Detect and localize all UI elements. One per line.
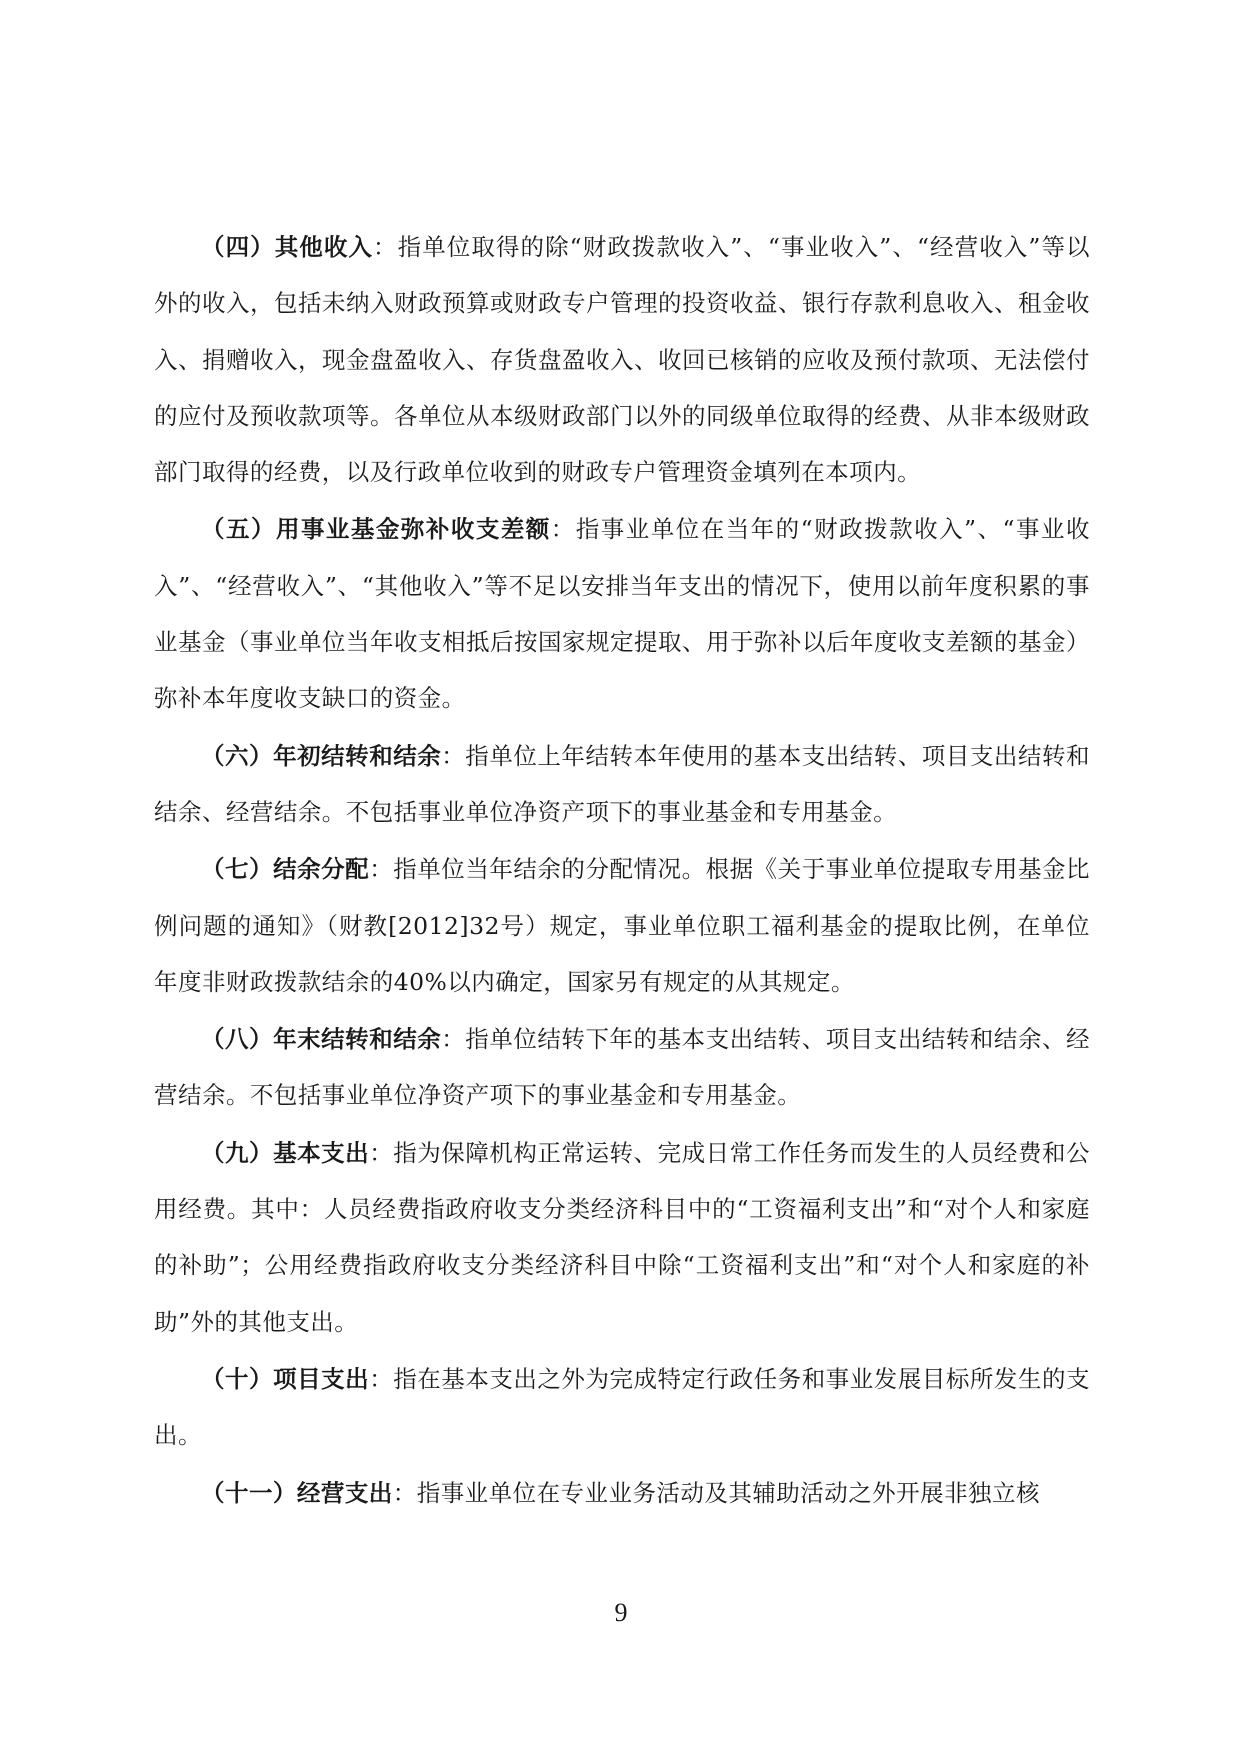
term-closing-balance: （八）年末结转和结余: [201, 1025, 442, 1054]
term-opening-balance: （六）年初结转和结余: [201, 741, 442, 770]
paragraph-fund-offset: [154, 501, 1090, 726]
definition-closing-balance: ：指单位结转下年的基本支出结转、项目支出结转和结余、经营结余。不包括事业单位净资产项下的事业基金和专用基金。: [154, 1025, 1090, 1110]
definition-opening-balance: ：指单位上年结转本年使用的基本支出结转、项目支出结转和结余、经营结余。不包括事业单位净资产项下的事业基金和专用基金。: [154, 741, 1090, 826]
paragraph-basic-expenditure: [154, 1125, 1090, 1350]
paragraph-project-expenditure: [154, 1351, 1090, 1464]
page-number: 9: [614, 1598, 628, 1627]
term-other-income: （四）其他收入: [201, 233, 374, 261]
definition-operating-expenditure: ：指事业单位在专业业务活动及其辅助活动之外开展非独立核: [392, 1478, 1040, 1507]
definition-basic-expenditure: ：指为保障机构正常运转、完成日常工作任务而发生的人员经费和公用经费。其中：人员经费指政府收支分类经济科目中的“工资福利支出”和“对个人和家庭的补助”；公用经费指政府收支分类经济科目中除“工资福利支出”和“对个人和家庭的补助”外的其他支出。: [154, 1138, 1090, 1336]
definition-other-income: ：指单位取得的除“财政拨款收入”、“事业收入”、“经营收入”等以外的收入，包括未纳入财政预算或财政专户管理的投资收益、银行存款利息收入、租金收入、捐赠收入，现金盘盈收入、存货盘盈收入、收回已核销的应收及预付款项、无法偿付的应付及预收款项等。各单位从本级财政部门以外的同级单位取得的经费、从非本级财政部门取得的经费，以及行政单位收到的财政专户管理资金填列在本项内。: [154, 233, 1090, 487]
paragraph-other-income: [154, 219, 1090, 500]
document-body: [154, 219, 1090, 1522]
paragraph-operating-expenditure: [154, 1465, 1090, 1521]
term-fund-offset: （五）用事业基金弥补收支差额: [201, 515, 551, 544]
definition-fund-offset: ：指事业单位在当年的“财政拨款收入”、“事业收入”、“经营收入”、“其他收入”等不足以安排当年支出的情况下，使用以前年度积累的事业基金（事业单位当年收支相抵后按国家规定提取、用于弥补以后年度收支差额的基金）弥补本年度收支缺口的资金。: [154, 515, 1090, 713]
paragraph-opening-balance: [154, 728, 1090, 841]
term-surplus-distribution: （七）结余分配: [201, 855, 370, 884]
definition-project-expenditure: ：指在基本支出之外为完成特定行政任务和事业发展目标所发生的支出。: [154, 1364, 1090, 1450]
paragraph-surplus-distribution: [154, 841, 1090, 1010]
paragraph-closing-balance: [154, 1011, 1090, 1124]
term-operating-expenditure: （十一）经营支出: [201, 1478, 393, 1507]
term-basic-expenditure: （九）基本支出: [201, 1138, 370, 1167]
term-project-expenditure: （十）项目支出: [201, 1364, 370, 1393]
definition-surplus-distribution: ：指单位当年结余的分配情况。根据《关于事业单位提取专用基金比例问题的通知》（财教[2012]32号）规定，事业单位职工福利基金的提取比例，在单位年度非财政拨款结余的40%以内确定，国家另有规定的从其规定。: [154, 855, 1090, 996]
